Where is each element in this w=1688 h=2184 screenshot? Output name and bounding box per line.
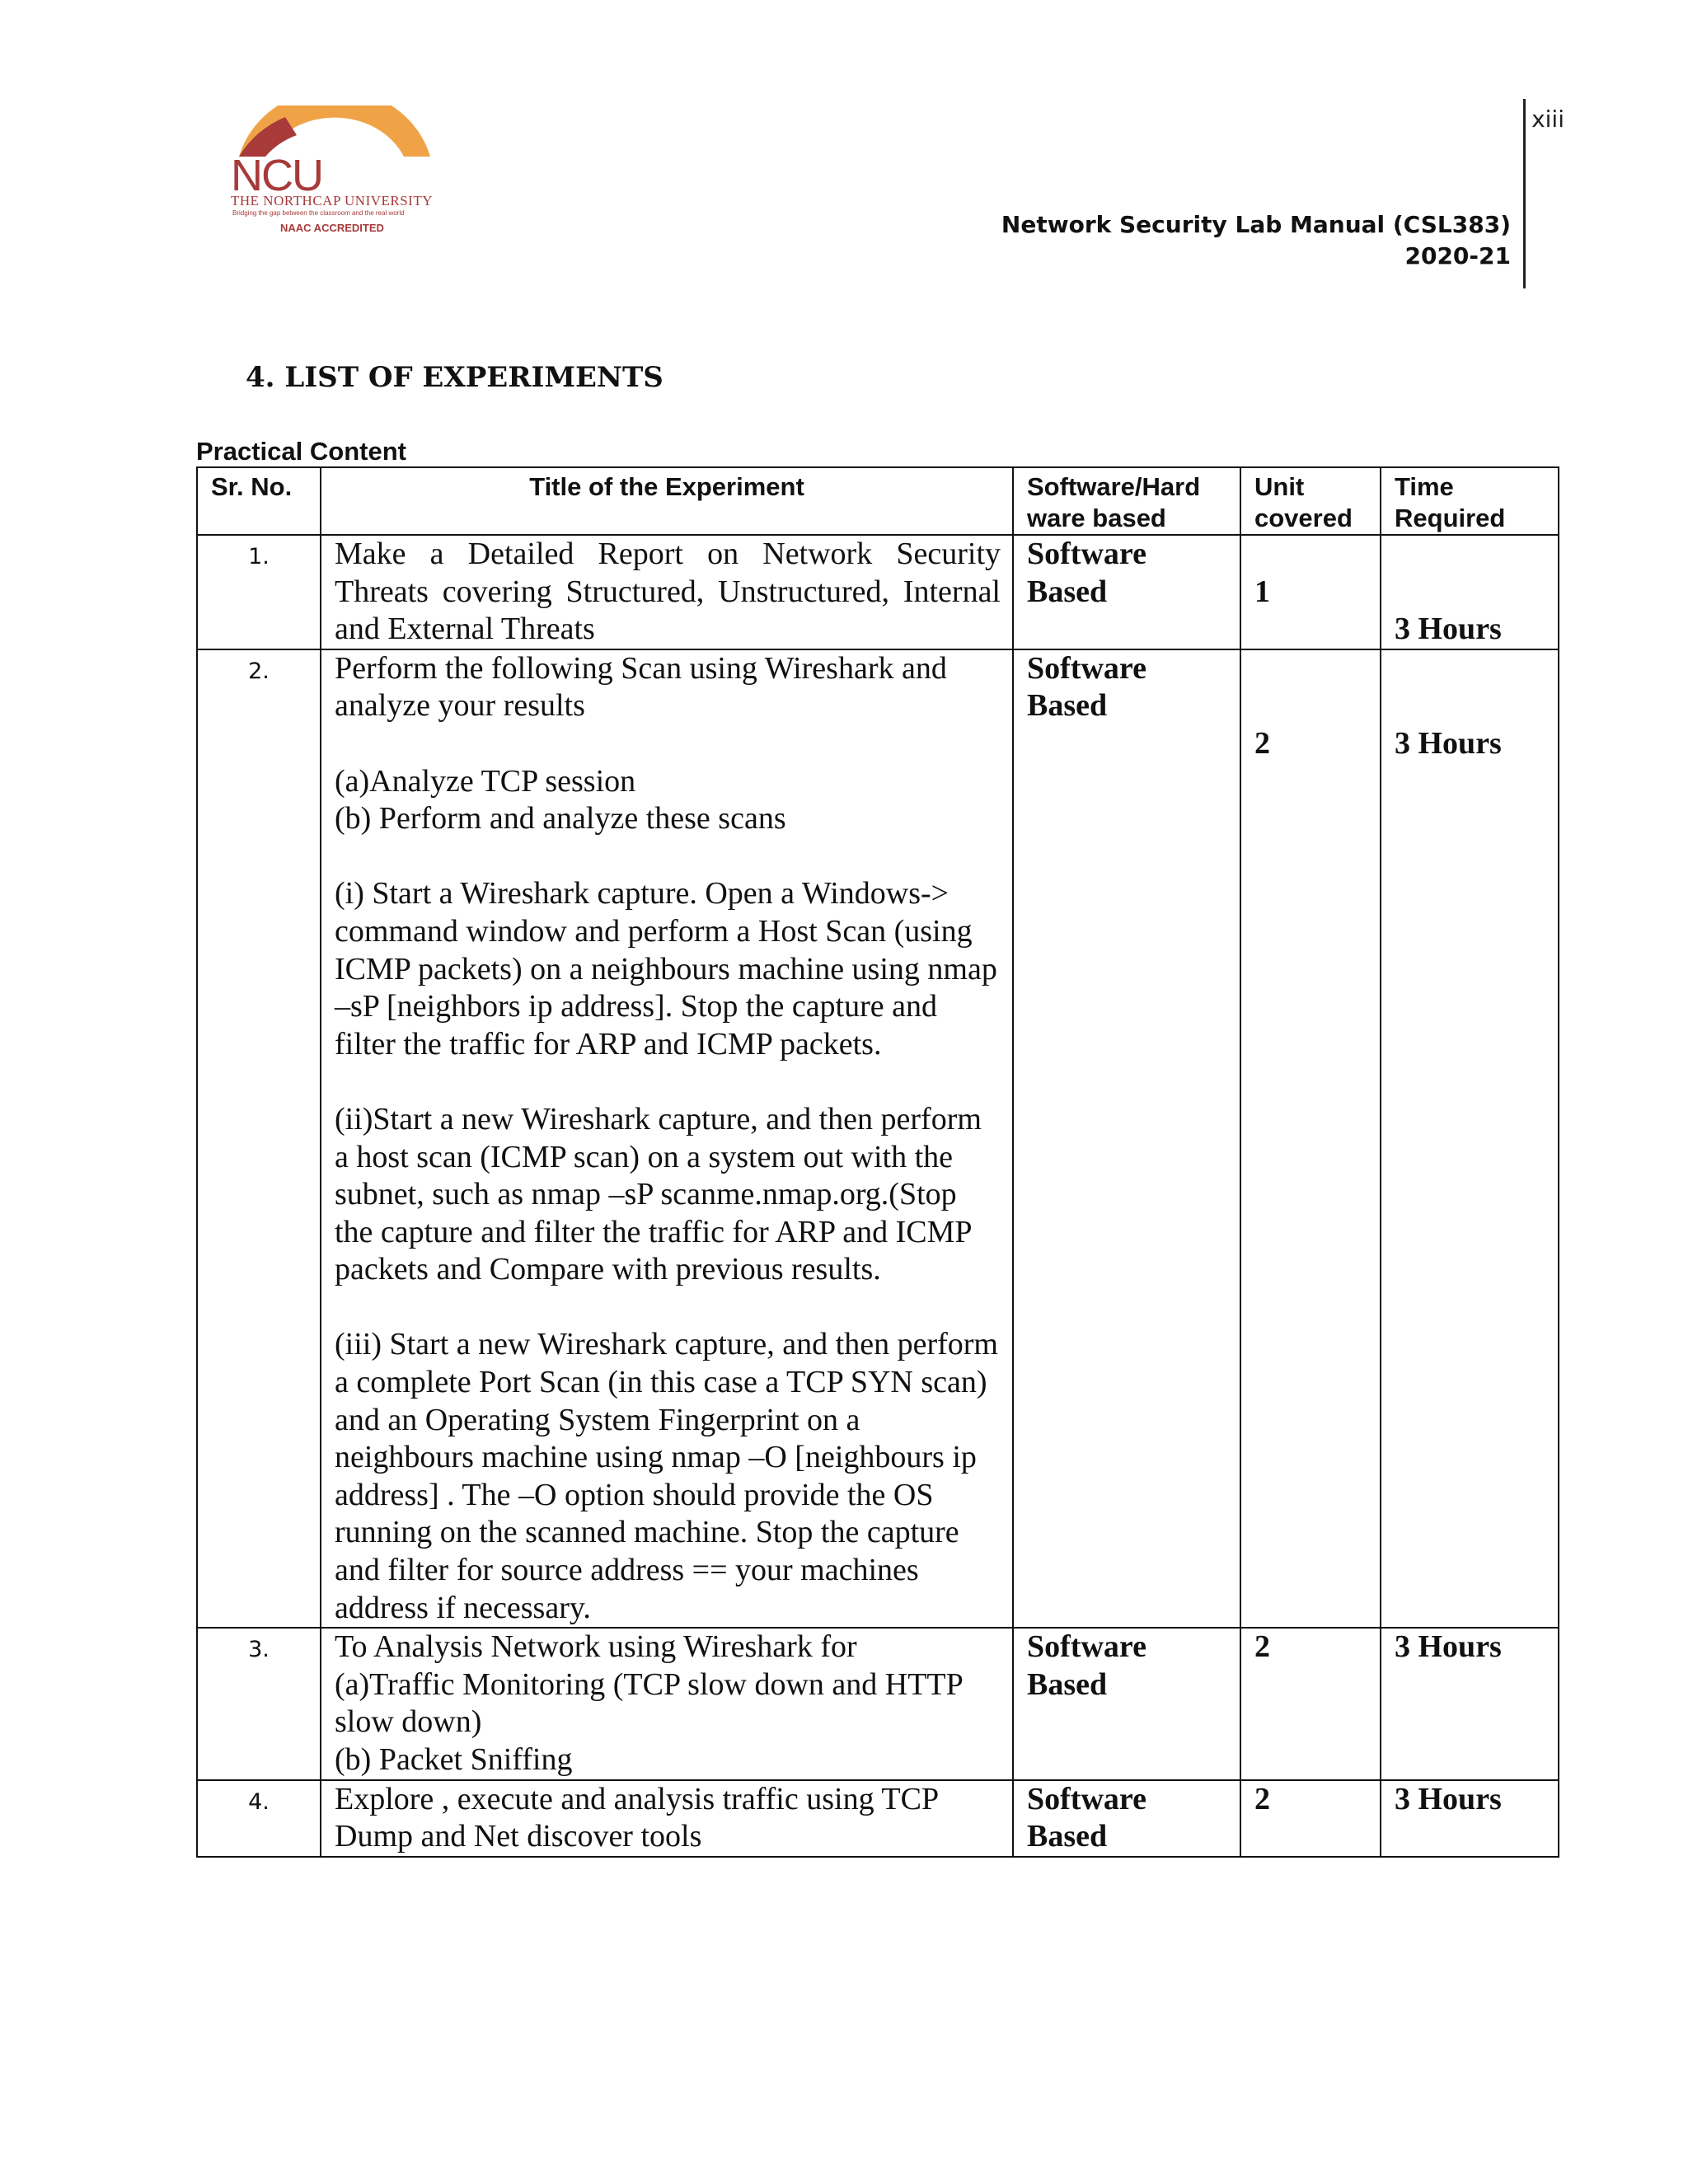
header-sr-no: Sr. No. bbox=[197, 467, 321, 535]
row-title-i: (i) Start a Wireshark capture. Open a Windows-> command window and perform a Host Scan (using ICMP packets) on a neighbours machine using nmap –sP [neighbors ip address]. Stop the capture and filter the traffic for ARP and ICMP packets. bbox=[335, 876, 997, 1062]
row-based-line1: Software bbox=[1027, 650, 1146, 686]
row-based-line2: Based bbox=[1027, 1666, 1108, 1702]
row-title bbox=[321, 649, 1013, 1628]
row-unit-value: 1 bbox=[1254, 574, 1270, 609]
row-sr-no: 2. bbox=[197, 649, 321, 1628]
row-title-b: (b) Perform and analyze these scans bbox=[335, 801, 786, 837]
row-unit-value: 2 bbox=[1254, 725, 1270, 761]
table-header-row bbox=[197, 467, 1559, 535]
row-title-line3: (b) Packet Sniffing bbox=[335, 1742, 573, 1777]
manual-session: 2020-21 bbox=[1404, 242, 1511, 270]
manual-title-block bbox=[1001, 209, 1511, 272]
row-sr-no: 4. bbox=[197, 1780, 321, 1857]
row-time-value: 3 Hours bbox=[1395, 612, 1502, 647]
row-based-line2: Based bbox=[1027, 1819, 1108, 1854]
row-title-line1: To Analysis Network using Wireshark for bbox=[335, 1629, 857, 1665]
row-title-line2: (a)Traffic Monitoring (TCP slow down and HTTP slow down) bbox=[335, 1666, 963, 1740]
row-time: 3 Hours bbox=[1381, 1628, 1559, 1779]
header-divider bbox=[1523, 99, 1526, 288]
row-unit bbox=[1240, 535, 1381, 649]
row-based bbox=[1013, 1780, 1240, 1857]
manual-title: Network Security Lab Manual (CSL383) bbox=[1001, 211, 1511, 238]
row-based bbox=[1013, 649, 1240, 1628]
row-based-line1: Software bbox=[1027, 1781, 1146, 1816]
experiments-table bbox=[196, 466, 1559, 1858]
row-title: Explore , execute and analysis traffic using TCP Dump and Net discover tools bbox=[321, 1780, 1013, 1857]
row-time bbox=[1381, 649, 1559, 1628]
row-unit bbox=[1240, 649, 1381, 1628]
row-title bbox=[321, 1628, 1013, 1779]
table-row bbox=[197, 535, 1559, 649]
row-title-intro: Perform the following Scan using Wireshark and analyze your results bbox=[335, 650, 947, 724]
row-time-value: 3 Hours bbox=[1395, 725, 1502, 761]
university-logo bbox=[227, 105, 443, 237]
row-based bbox=[1013, 535, 1240, 649]
row-time: 3 Hours bbox=[1381, 1780, 1559, 1857]
header-software-hardware: Software/Hard ware based bbox=[1013, 467, 1240, 535]
row-unit: 2 bbox=[1240, 1628, 1381, 1779]
table-row bbox=[197, 1628, 1559, 1779]
logo-name: NCU bbox=[231, 151, 322, 200]
row-title: Make a Detailed Report on Network Security Threats covering Structured, Unstructured, Internal and External Threats bbox=[321, 535, 1013, 649]
row-based bbox=[1013, 1628, 1240, 1779]
row-sr-no: 1. bbox=[197, 535, 321, 649]
row-sr-no: 3. bbox=[197, 1628, 321, 1779]
section-heading: 4. LIST OF EXPERIMENTS bbox=[246, 361, 663, 394]
row-based-line1: Software bbox=[1027, 537, 1146, 571]
table-row bbox=[197, 649, 1559, 1628]
logo-tagline: Bridging the gap between the classroom and the real world bbox=[232, 209, 405, 217]
practical-content-label: Practical Content bbox=[196, 437, 406, 466]
header-time: Time Required bbox=[1381, 467, 1559, 535]
row-based-line2: Based bbox=[1027, 688, 1108, 724]
row-based-line1: Software bbox=[1027, 1629, 1146, 1665]
page-number: xiii bbox=[1531, 105, 1564, 133]
logo-university: THE NORTHCAP UNIVERSITY bbox=[231, 193, 434, 209]
table-row bbox=[197, 1780, 1559, 1857]
header-unit: Unit covered bbox=[1240, 467, 1381, 535]
row-based-line2: Based bbox=[1027, 574, 1108, 609]
row-time bbox=[1381, 535, 1559, 649]
row-title-iii: (iii) Start a new Wireshark capture, and then perform a complete Port Scan (in this case a TCP SYN scan) and an Operating System Fingerprint on a neighbours machine using nmap –O [neighbours ip address] . The –O option should provide the OS running on the scanned machine. Stop the capture and filter for source address == your machines address if necessary. bbox=[335, 1327, 998, 1625]
header-title: Title of the Experiment bbox=[321, 467, 1013, 535]
row-title-a: (a)Analyze TCP session bbox=[335, 763, 636, 799]
row-title-ii: (ii)Start a new Wireshark capture, and then perform a host scan (ICMP scan) on a system out with the subnet, such as nmap –sP scanme.nmap.org.(Stop the capture and filter the traffic for ARP and ICMP packets and Compare with previous results. bbox=[335, 1101, 982, 1287]
row-unit: 2 bbox=[1240, 1780, 1381, 1857]
logo-accreditation: NAAC ACCREDITED bbox=[280, 222, 384, 234]
